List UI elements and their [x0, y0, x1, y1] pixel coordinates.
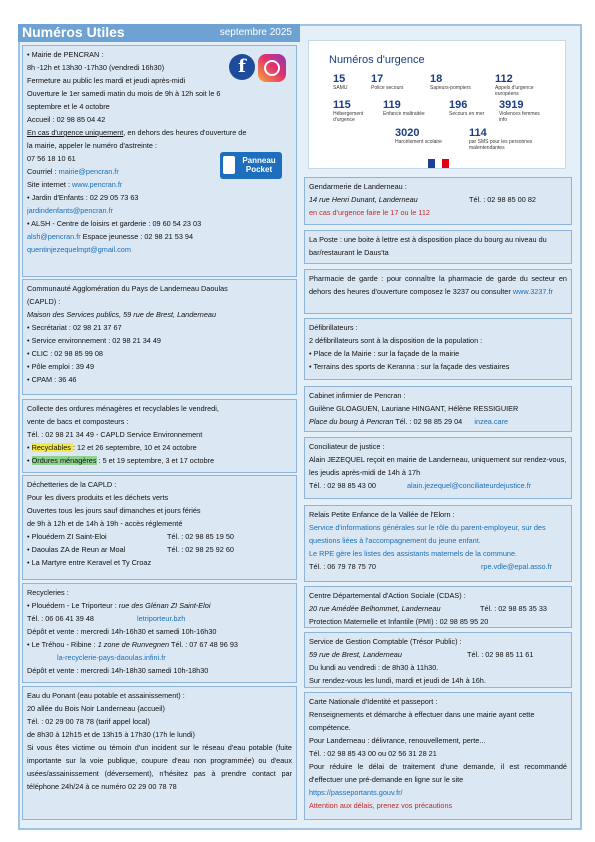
urgence-label: Sapeurs-pompiers: [430, 85, 471, 91]
urgence-number: 18: [430, 73, 443, 85]
pharmacie-link[interactable]: www.3237.fr: [512, 287, 553, 296]
urgence-number: 119: [383, 99, 401, 111]
defib-line: • Place de la Mairie : sur la façade de la mairie: [309, 349, 460, 358]
triporteur-link[interactable]: letriporteur.bzh: [137, 614, 186, 623]
dech-plouedern: • Plouédern ZI Saint-Eloi: [27, 532, 107, 541]
defib-line: 2 défibrillateurs sont à la disposition de la population :: [309, 336, 483, 345]
dech-line: Pour les divers produits et les déchets verts: [27, 493, 169, 502]
gend-line: Gendarmerie de Landerneau :: [309, 182, 407, 191]
quentin-email-link[interactable]: quentinjezequelmpt@gmail.com: [27, 245, 131, 254]
cni-text: Pour réduire le délai de traitement d'une demande, il est recommandé d'effectuer une pré-demande en ligne sur le site: [309, 762, 567, 784]
recy-triporteur-address: rue des Glénan ZI Saint-Eloi: [118, 601, 211, 610]
urgence-number: 3919: [499, 99, 524, 111]
sgc-tel: Tél. : 02 98 85 11 61: [467, 650, 534, 659]
urgence-label: Violences femmes info: [499, 111, 540, 123]
cni-box: [304, 692, 572, 820]
relais-text2: Le RPE gère les listes des assistants maternels de la commune.: [309, 549, 518, 558]
collecte-box: Collecte des ordures ménagères et recyclables le vendredi, vente de bacs et composteurs : Tél. : 02 98 21 34 49 - CAPLD Service Environnement • Recyclables : 12 et 26 septembre, 10 et 24 octobre • Ordures ménagères : 5 et 19 septembre, 3 et 17 octobre: [22, 399, 297, 473]
eau-line: 20 allée du Bois Noir Landerneau (accueil): [27, 704, 165, 713]
instagram-icon[interactable]: [258, 54, 286, 82]
ordures-badge: Ordures ménagères: [31, 456, 97, 465]
gendarmerie-box: [304, 177, 572, 225]
relais-tel: Tél. : 06 79 78 75 70: [309, 562, 376, 571]
page-date: septembre 2025: [219, 27, 292, 38]
inf-address: Place du bourg à Pencran: [309, 417, 394, 426]
dech-daoulas-tel: Tél. : 02 98 25 92 60: [167, 545, 234, 554]
urgence-panel: [308, 40, 566, 169]
urgence-label: Appels d'urgence européens: [495, 85, 534, 97]
urgence-label: Police secours: [371, 85, 404, 91]
recy-ribine: • Le Tréhou - Ribine :: [27, 640, 98, 649]
recy-line: Dépôt et vente : mercredi 14h-16h30 et samedi 10h-16h30: [27, 627, 217, 636]
recy-triporteur: • Plouédern - Le Triporteur :: [27, 601, 119, 610]
recy-line: Recycleries :: [27, 588, 69, 597]
page-title: Numéros Utiles: [22, 24, 125, 40]
gend-tel: Tél. : 02 98 85 00 82: [469, 195, 536, 204]
infirmier-box: [304, 386, 572, 432]
phone-icon: [223, 156, 235, 174]
eau-line: Tél. : 02 29 00 78 78 (tarif appel local): [27, 717, 150, 726]
urgence-label: Enfance maltraitée: [383, 111, 425, 117]
dech-line: Ouvertes tous les jours sauf dimanches et jours fériés: [27, 506, 201, 515]
gend-address: 14 rue Henri Dunant, Landerneau: [309, 195, 418, 204]
mairie-line: Accueil : 02 98 85 04 42: [27, 115, 106, 124]
capld-line: • Pôle emploi : 39 49: [27, 362, 95, 371]
urgence-number: 114: [469, 127, 487, 139]
ribine-link[interactable]: la-recyclerie-pays-daoulas.infini.fr: [57, 653, 166, 662]
cdas-tel: Tél. : 02 98 85 35 33: [480, 604, 547, 613]
pmi-line: Protection Maternelle et Infantile (PMI) : 02 98 85 95 20: [309, 617, 489, 626]
espace-jeunesse: Espace jeunesse : 02 98 21 53 94: [80, 232, 194, 241]
dech-plouedern-tel: Tél. : 02 98 85 19 50: [167, 532, 234, 541]
conc-email-link[interactable]: alain.jezequel@conciliateurdejustice.fr: [407, 481, 532, 490]
mairie-line: Ouverture le 1er samedi matin du mois de 9h à 12h soit le 6: [27, 89, 221, 98]
mairie-line: septembre et le 4 octobre: [27, 102, 110, 111]
relais-email-link[interactable]: rpe.vdle@epal.asso.fr: [481, 562, 553, 571]
poste-box: [304, 230, 572, 264]
passeport-link[interactable]: https://passeportants.gouv.fr/: [309, 788, 403, 797]
recyclables-dates: : 12 et 26 septembre, 10 et 24 octobre: [72, 443, 197, 452]
urgence-label: Hébergement d'urgence: [333, 111, 364, 123]
mairie-line: Fermeture au public les mardi et jeudi après-midi: [27, 76, 186, 85]
defib-line: • Terrains des sports de Keranna : sur la façade des vestiaires: [309, 362, 510, 371]
site-label: Site internet :: [27, 180, 73, 189]
jardin-email-link[interactable]: jardindenfants@pencran.fr: [27, 206, 114, 215]
panneau-pocket-logo[interactable]: [220, 152, 282, 179]
urgence-label: SAMU: [333, 85, 348, 91]
urgence-label: par SMS pour les personnes malentendantes: [469, 139, 533, 151]
courriel-label: Courriel :: [27, 167, 59, 176]
cdas-address: 20 rue Amédée Belhommet, Landerneau: [309, 604, 441, 613]
mairie-line: • Mairie de PENCRAN :: [27, 50, 104, 59]
dech-line: Déchetteries de la CAPLD :: [27, 480, 117, 489]
decheteries-box: [22, 475, 297, 580]
recycleries-box: [22, 583, 297, 683]
capld-line: • CLIC : 02 98 85 99 08: [27, 349, 103, 358]
dech-line: de 9h à 12h et de 14h à 19h - accès réglementé: [27, 519, 183, 528]
cdas-box: [304, 586, 572, 628]
defib-line: Défibrillateurs :: [309, 323, 358, 332]
sgc-box: [304, 632, 572, 688]
astreinte-number: 07 56 18 10 61: [27, 154, 76, 163]
recy-ribine-tel: Tél. : 07 67 48 96 93: [169, 640, 238, 649]
facebook-icon[interactable]: f: [229, 54, 255, 80]
dech-martyre: • La Martyre entre Keravel et Ty Croaz: [27, 558, 152, 567]
cni-text: Renseignements et démarche à effectuer dans une mairie ayant cette compétence.: [309, 710, 535, 732]
recy-triporteur-tel: Tél. : 06 06 41 39 48: [27, 614, 94, 623]
dech-daoulas: • Daoulas ZA de Reun ar Moal: [27, 545, 126, 554]
gend-urgence: en cas d'urgence faire le 17 ou le 112: [309, 208, 430, 217]
poste-text: La Poste : une boite à lettre est à disposition place du bourg au niveau du bar/restaurant le Daus'ta: [309, 235, 547, 257]
recy-ribine-address: 1 zone de Runvegnen: [97, 640, 170, 649]
urgence-number: 17: [371, 73, 384, 85]
recyclables-badge: Recyclables: [31, 443, 73, 452]
recy-line: Dépôt et vente : mercredi 14h-18h30 samedi 10h-18h30: [27, 666, 209, 675]
eau-line: de 8h30 à 12h15 et de 13h15 à 17h30 (17h le lundi): [27, 730, 195, 739]
mairie-email-link[interactable]: mairie@pencran.fr: [58, 167, 119, 176]
sgc-line: Du lundi au vendredi : de 8h30 à 11h30.: [309, 663, 439, 672]
urgence-text: , en dehors des heures d'ouverture de: [123, 128, 247, 137]
collecte-line: Tél. : 02 98 21 34 49 - CAPLD Service Environnement: [27, 430, 203, 439]
capld-box: [22, 279, 297, 395]
pharmacie-box: [304, 269, 572, 314]
capld-line: (CAPLD) :: [27, 297, 61, 306]
ordures-dates: : 5 et 19 septembre, 3 et 17 octobre: [96, 456, 215, 465]
alsh-line: • ALSH - Centre de loisirs et garderie : 09 60 54 23 03: [27, 219, 202, 228]
inf-tel: Tél. : 02 98 85 29 04: [393, 417, 463, 426]
alsh-email-link[interactable]: alsh@pencran.fr: [27, 232, 81, 241]
inf-line: Cabinet infirmier de Pencran :: [309, 391, 406, 400]
panneau-text: Panneau: [242, 156, 276, 165]
inf-line: Guilène GLOAGUEN, Lauriane HINGANT, Hélène RESSIGUIER: [309, 404, 519, 413]
conc-tel: Tél. : 02 98 85 43 00: [309, 481, 376, 490]
cni-line: Tél. : 02 98 85 43 00 ou 02 56 31 28 21: [309, 749, 437, 758]
urgence-number: 15: [333, 73, 346, 85]
urgence-number: 3020: [395, 127, 420, 139]
conciliateur-box: [304, 437, 572, 499]
pharmacie-text: Pharmacie de garde : pour connaître la pharmacie de garde du secteur en dehors des heures d'ouverture composez le 3237 ou consulter: [309, 274, 567, 296]
urgence-label: En cas d'urgence uniquement: [27, 128, 124, 137]
conc-text: Alain JEZEQUEL reçoit en mairie de Landerneau, uniquement sur rendez-vous, les jeudis après-midi de 14h à 17h: [309, 455, 567, 477]
sgc-address: 59 rue de Brest, Landerneau: [309, 650, 402, 659]
inzea-link[interactable]: inzea.care: [474, 417, 509, 426]
urgence-label: Harcèlement scolaire: [395, 139, 442, 145]
cni-warning: Attention aux délais, prenez vos précautions: [309, 801, 453, 810]
sgc-line: Sur rendez-vous les lundi, mardi et jeudi de 14h à 16h.: [309, 676, 486, 685]
eau-incident: Si vous êtes victime ou témoin d'un incident sur le réseau d'eau potable (fuite importante sur la voie publique, coupure d'eau non programmée) ou d'eaux usées/assainissement (déversement), n'hésitez pas à prendre contact par téléphone 24h/24 à ce numéro 02 29 00 78 78: [27, 743, 292, 791]
collecte-line: vente de bacs et composteurs :: [27, 417, 129, 426]
relais-text: Service d'informations générales sur le rôle du parent-employeur, sur des questions liées à l'accompagnement du jeune enfant.: [309, 523, 546, 545]
capld-address: Maison des Services publics, 59 rue de Brest, Landerneau: [27, 310, 217, 319]
mairie-line: 8h -12h et 13h30 -17h30 (vendredi 16h30): [27, 63, 165, 72]
capld-line: • Service environnement : 02 98 21 34 49: [27, 336, 161, 345]
french-flag-icon: [428, 155, 449, 164]
jardin-line: • Jardin d'Enfants : 02 29 05 73 63: [27, 193, 139, 202]
cni-line: Carte Nationale d'Identité et passeport :: [309, 697, 438, 706]
urgence-number: 196: [449, 99, 468, 111]
cdas-line: Centre Départemental d'Action Sociale (CDAS) :: [309, 591, 466, 600]
relais-line: Relais Petite Enfance de la Vallée de l'Elorn :: [309, 510, 455, 519]
urgence-number: 115: [333, 99, 351, 111]
eau-box: [22, 686, 297, 820]
cni-line: Pour Landerneau : délivrance, renouvellement, perte...: [309, 736, 486, 745]
page-header: [18, 24, 300, 42]
mairie-site-link[interactable]: www.pencran.fr: [72, 180, 123, 189]
pocket-text: Pocket: [245, 165, 273, 174]
urgence-label: Secours en mer: [449, 111, 485, 117]
capld-line: Communauté Agglomération du Pays de Landerneau Daoulas: [27, 284, 228, 293]
eau-line: Eau du Ponant (eau potable et assainissement) :: [27, 691, 185, 700]
urgence-title: Numéros d'urgence: [329, 54, 425, 66]
sgc-line: Service de Gestion Comptable (Trésor Public) :: [309, 637, 462, 646]
urgence-number: 112: [495, 73, 513, 85]
relais-box: [304, 505, 572, 582]
collecte-line: Collecte des ordures ménagères et recyclables le vendredi,: [27, 404, 219, 413]
capld-line: • Secrétariat : 02 98 21 37 67: [27, 323, 122, 332]
capld-line: • CPAM : 36 46: [27, 375, 77, 384]
conc-line: Conciliateur de justice :: [309, 442, 385, 451]
defib-box: [304, 318, 572, 380]
urgence-line2: la mairie, appeler le numéro d'astreinte :: [27, 141, 157, 150]
